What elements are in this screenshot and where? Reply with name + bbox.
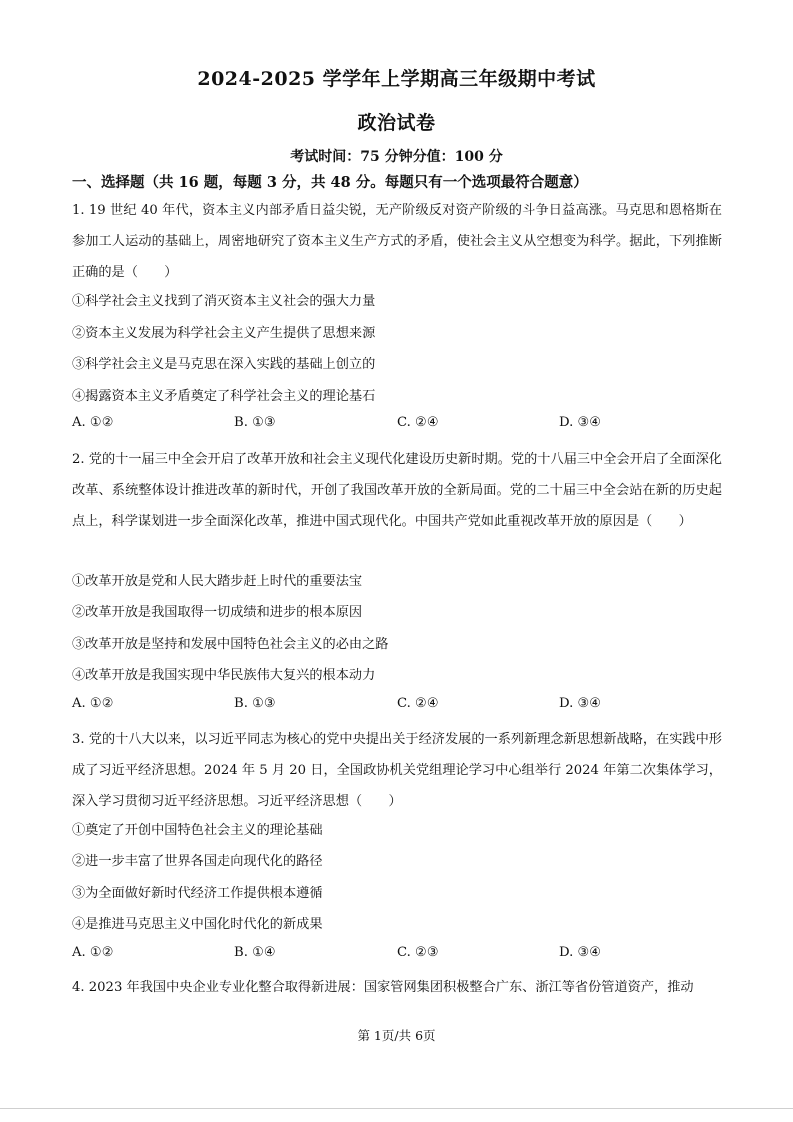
- question-2-choices: [72, 696, 722, 716]
- choice-a: A. ①②: [72, 415, 114, 430]
- question-1-option-3: ③科学社会主义是马克思在深入实践的基础上创立的: [72, 357, 376, 372]
- question-1-option-4: ④揭露资本主义矛盾奠定了科学社会主义的理论基石: [72, 389, 376, 404]
- section-heading: 一、选择题（共 16 题，每题 3 分，共 48 分。每题只有一个选项最符合题意）: [72, 174, 588, 191]
- question-1-option-1: ①科学社会主义找到了消灭资本主义社会的强大力量: [72, 294, 376, 309]
- choice-b: B. ①③: [234, 415, 276, 430]
- page-indicator: 第 1页/共 6页: [357, 1028, 436, 1043]
- question-2-option-1: ①改革开放是党和人民大踏步赶上时代的重要法宝: [72, 574, 363, 589]
- question-4-stem: 4. 2023 年我国中央企业专业化整合取得新进展：国家管网集团积极整合广东、浙江等省份管道资产，推动: [72, 980, 694, 995]
- exam-title: 2024-2025 学学年上学期高三年级期中考试: [197, 68, 596, 90]
- question-3-option-2: ②进一步丰富了世界各国走向现代化的路径: [72, 854, 323, 869]
- exam-info: 考试时间：75 分钟分值：100 分: [290, 149, 503, 165]
- choice-c: C. ②③: [397, 945, 439, 960]
- question-2-option-4: ④改革开放是我国实现中华民族伟大复兴的根本动力: [72, 668, 376, 683]
- question-2-option-3: ③改革开放是坚持和发展中国特色社会主义的必由之路: [72, 637, 389, 652]
- question-3-option-4: ④是推进马克思主义中国化时代化的新成果: [72, 917, 323, 932]
- choice-b: B. ①③: [234, 696, 276, 711]
- question-1-choices: [72, 415, 722, 435]
- choice-d: D. ③④: [559, 696, 602, 711]
- question-3-stem: 3. 党的十八大以来，以习近平同志为核心的党中央提出关于经济发展的一系列新理念新思想新战略，在实践中形成了习近平经济思想。2024 年 5 月 20 日，全国政协机关党组理论学习中心组举行 2024 年第二次集体学习，深入学习贯彻习近平经济思想。习近平经济思想（ ）: [72, 732, 722, 809]
- question-2-stem: 2. 党的十一届三中全会开启了改革开放和社会主义现代化建设历史新时期。党的十八届三中全会开启了全面深化改革、系统整体设计推进改革的新时代，开创了我国改革开放的全新局面。党的二十届三中全会站在新的历史起点上，科学谋划进一步全面深化改革，推进中国式现代化。中国共产党如此重视改革开放的原因是（ ）: [72, 452, 722, 529]
- page-bottom-divider: [0, 1108, 793, 1109]
- choice-c: C. ②④: [397, 415, 439, 430]
- choice-a: A. ①②: [72, 945, 114, 960]
- question-2-option-2: ②改革开放是我国取得一切成绩和进步的根本原因: [72, 605, 363, 620]
- question-1-stem: 1. 19 世纪 40 年代，资本主义内部矛盾日益尖锐，无产阶级反对资产阶级的斗争日益高涨。马克思和恩格斯在参加工人运动的基础上，周密地研究了资本主义生产方式的矛盾，使社会主义从空想变为科学。据此，下列推断正确的是（ ）: [72, 203, 722, 280]
- question-1-option-2: ②资本主义发展为科学社会主义产生提供了思想来源: [72, 326, 376, 341]
- question-3-choices: [72, 945, 722, 965]
- choice-d: D. ③④: [559, 945, 602, 960]
- question-3-option-1: ①奠定了开创中国特色社会主义的理论基础: [72, 823, 323, 838]
- choice-a: A. ①②: [72, 696, 114, 711]
- exam-subtitle: 政治试卷: [357, 112, 436, 134]
- choice-c: C. ②④: [397, 696, 439, 711]
- choice-d: D. ③④: [559, 415, 602, 430]
- choice-b: B. ①④: [234, 945, 276, 960]
- question-3-option-3: ③为全面做好新时代经济工作提供根本遵循: [72, 886, 323, 901]
